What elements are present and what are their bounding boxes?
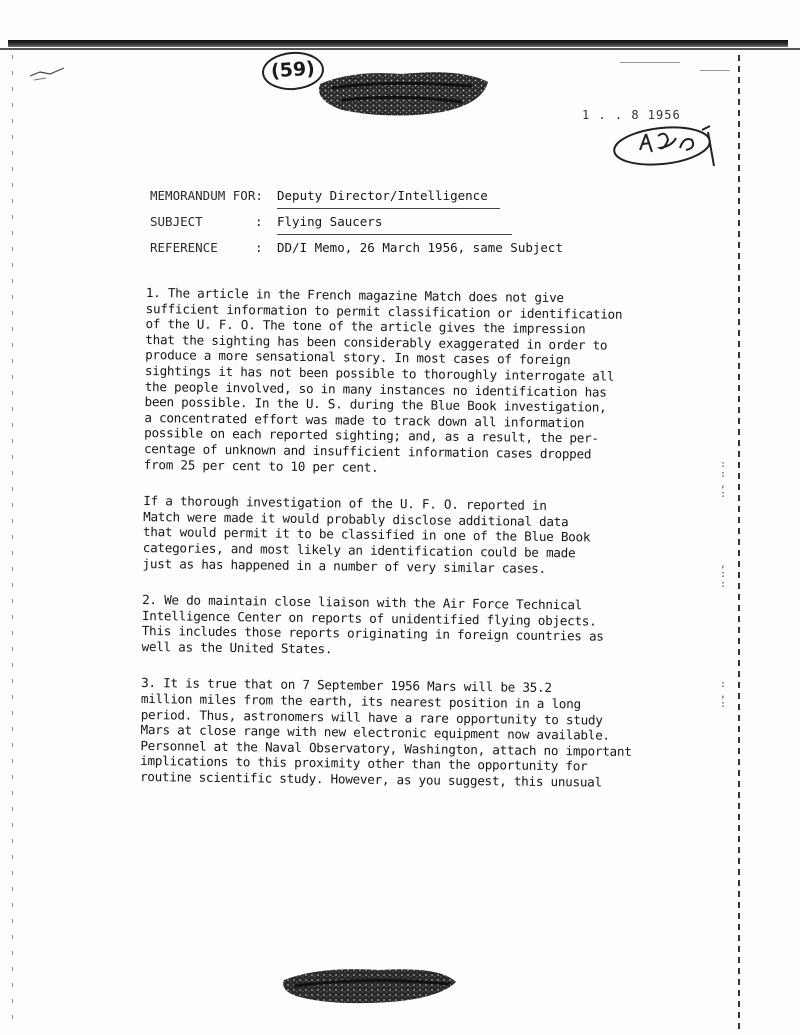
text-line: 1. The article in the French magazine Match does not give: [145, 285, 564, 306]
text-line: If a thorough investigation of the U. F. O. reported in: [143, 493, 547, 514]
header-row-reference: [150, 235, 620, 260]
text-line: been possible. In the U. S. during the Blue Book investigation,: [144, 394, 607, 415]
date-stamp: 1 . . 8 1956: [582, 108, 681, 122]
top-scan-border: [8, 40, 788, 47]
text-line: centage of unknown and insufficient information cases dropped: [143, 440, 592, 462]
header-colon: [255, 183, 277, 209]
text-line: 3. It is true that on 7 September 1956 Mars will be 35.2: [141, 675, 552, 696]
text-line: million miles from the earth, its nearest position in a long: [140, 691, 581, 712]
text-line: the people involved, so in many instances no identification has: [144, 378, 607, 400]
text-line: well as the United States.: [141, 638, 333, 657]
right-scan-edge: [738, 55, 740, 1030]
text-line: 2. We do maintain close liaison with the Air Force Technical: [142, 592, 583, 613]
text-line: Match were made it would probably disclose additional data: [143, 508, 569, 529]
text-line: that would permit it to be classified in one of the Blue Book: [142, 524, 591, 545]
paragraph-2: [141, 592, 642, 660]
header-colon: :: [255, 240, 263, 255]
left-scan-edge: [12, 55, 13, 1030]
header-label: MEMORANDUM FOR:: [150, 188, 263, 203]
margin-pen-mark: [28, 62, 68, 82]
redaction-block: [312, 64, 492, 122]
paragraph-3: [140, 675, 641, 790]
initials-signature: [610, 118, 720, 170]
header-label: SUBJECT: [150, 214, 203, 229]
memo-body: [140, 285, 646, 791]
memo-header: [150, 183, 620, 260]
text-line: Mars at close range with new electronic equipment now available.: [140, 722, 610, 743]
text-line: sufficient information to permit classification or identification: [145, 300, 623, 322]
text-line: categories, and most likely an identification could be made: [142, 539, 576, 561]
top-scan-border-thin: [0, 48, 800, 50]
text-line: period. Thus, astronomers will have a rare opportunity to study: [140, 706, 603, 728]
header-row-subject: [150, 209, 620, 235]
text-line: implications to this proximity other than the opportunity for: [140, 753, 588, 774]
text-line: a concentrated effort was made to track down all information: [144, 409, 585, 431]
page-number-stamp: (59): [261, 50, 325, 92]
paragraph-1: [144, 285, 646, 478]
text-line: possible on each reported sighting; and, as a result, the per-: [144, 425, 599, 446]
text-line: Intelligence Center on reports of unidentified flying objects.: [141, 607, 597, 629]
margin-scan-dots: : , :: [720, 679, 727, 710]
addressee: Deputy Director/Intelligence: [277, 183, 500, 209]
text-line: produce a more sensational story. In most cases of foreign: [145, 347, 571, 368]
header-label: REFERENCE: [150, 240, 218, 255]
margin-scan-dots: , : :: [720, 559, 727, 590]
text-line: just as has happened in a number of very similar cases.: [142, 555, 546, 576]
paragraph-1b: [143, 493, 644, 577]
header-value: [277, 209, 620, 235]
reference-value: DD/I Memo, 26 March 1956, same Subject: [277, 240, 563, 255]
header-colon: :: [255, 214, 263, 229]
redaction-block-bottom: [280, 958, 460, 1008]
margin-scan-dots: : : , :: [720, 459, 727, 500]
scan-dash-line: [700, 70, 730, 71]
text-line: Personnel at the Naval Observatory, Washington, attach no important: [140, 737, 632, 759]
text-line: routine scientific study. However, as you suggest, this unusual: [139, 768, 602, 790]
header-value: [277, 183, 620, 209]
text-line: This includes those reports originating in foreign countries as: [141, 623, 604, 644]
text-line: that the sighting has been considerably exaggerated in order to: [145, 331, 608, 353]
text-line: from 25 per cent to 10 per cent.: [143, 456, 379, 475]
text-line: of the U. F. O. The tone of the article gives the impression: [145, 316, 586, 337]
subject-value: Flying Saucers: [277, 209, 512, 235]
scan-dash-line: [620, 62, 680, 63]
text-line: sightings it has not been possible to thoroughly interrogate all: [144, 362, 615, 384]
header-row-to: [150, 183, 620, 209]
